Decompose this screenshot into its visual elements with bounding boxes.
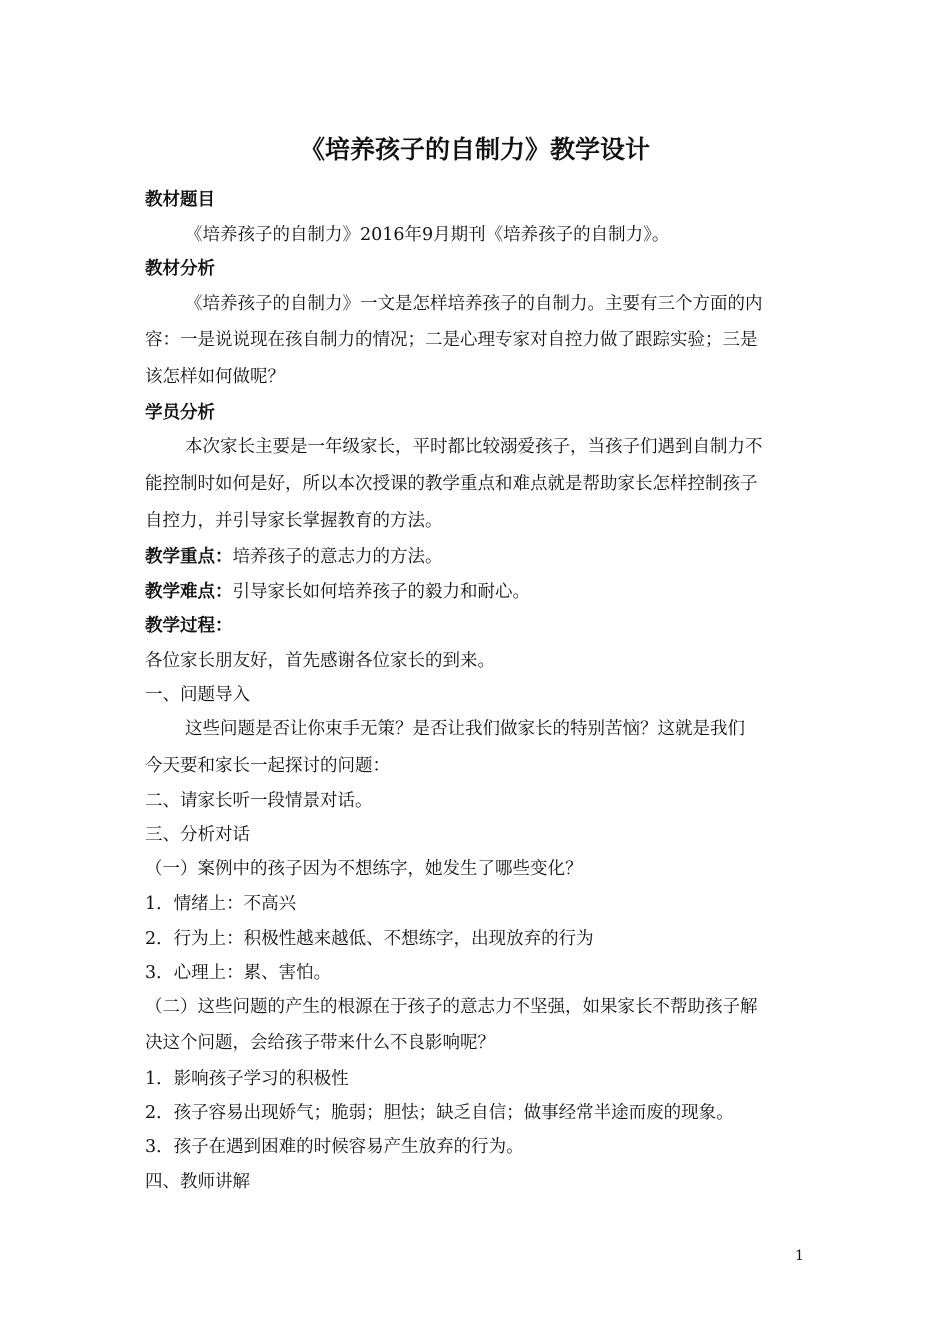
question-two-line: 决这个问题，会给孩子带来什么不良影响呢？ [145, 1033, 495, 1053]
learners-paragraph-line: 能控制时如何是好，所以本次授课的教学重点和难点就是帮助家长怎样控制孩子 [145, 474, 758, 494]
question-two-line: （二）这些问题的产生的根源在于孩子的意志力不坚强，如果家长不帮助孩子解 [145, 997, 758, 1017]
key-point-line [145, 545, 443, 569]
key-point-text: 培养孩子的意志力的方法。 [232, 547, 443, 567]
page-number: 1 [795, 1248, 804, 1264]
list-item: 3．孩子在遇到困难的时候容易产生放弃的行为。 [145, 1137, 524, 1157]
part3-heading: 三、分析对话 [145, 825, 250, 845]
difficulty-label: 教学难点： [145, 582, 233, 602]
section-heading-analysis: 教材分析 [145, 259, 215, 279]
list-item: 1．影响孩子学习的积极性 [145, 1069, 349, 1089]
question-one: （一）案例中的孩子因为不想练字，她发生了哪些变化？ [145, 859, 583, 879]
greeting-line: 各位家长朋友好，首先感谢各位家长的到来。 [145, 651, 495, 671]
section-heading-topic: 教材题目 [145, 190, 215, 210]
difficulty-line [145, 580, 530, 604]
part1-paragraph-line: 这些问题是否让你束手无策？是否让我们做家长的特别苦恼？这就是我们 [185, 719, 745, 739]
list-item: 2．孩子容易出现娇气；脆弱；胆怯；缺乏自信；做事经常半途而废的现象。 [145, 1103, 734, 1123]
process-heading: 教学过程： [145, 616, 233, 636]
analysis-paragraph-line: 该怎样如何做呢？ [145, 367, 285, 387]
list-item: 1．情绪上：不高兴 [145, 894, 297, 914]
section-heading-learners: 学员分析 [145, 403, 215, 423]
learners-paragraph-line: 自控力，并引导家长掌握教育的方法。 [145, 511, 443, 531]
difficulty-text: 引导家长如何培养孩子的毅力和耐心。 [232, 582, 530, 602]
part1-heading: 一、问题导入 [145, 685, 250, 705]
part1-paragraph-line: 今天要和家长一起探讨的问题： [145, 756, 390, 776]
analysis-paragraph-line: 《培养孩子的自制力》一文是怎样培养孩子的自制力。主要有三个方面的内 [185, 294, 763, 314]
list-item: 3．心理上：累、害怕。 [145, 963, 332, 983]
document-title: 《培养孩子的自制力》教学设计 [299, 135, 650, 164]
analysis-paragraph-line: 容：一是说说现在孩自制力的情况；二是心理专家对自控力做了跟踪实验；三是 [145, 330, 758, 350]
topic-paragraph: 《培养孩子的自制力》2016年9月期刊《培养孩子的自制力》。 [185, 225, 670, 245]
key-point-label: 教学重点： [145, 547, 233, 567]
part4-heading: 四、教师讲解 [145, 1172, 250, 1192]
learners-paragraph-line: 本次家长主要是一年级家长，平时都比较溺爱孩子，当孩子们遇到自制力不 [185, 437, 763, 457]
part2-heading: 二、请家长听一段情景对话。 [145, 791, 373, 811]
list-item: 2．行为上：积极性越来越低、不想练字，出现放弃的行为 [145, 929, 594, 949]
